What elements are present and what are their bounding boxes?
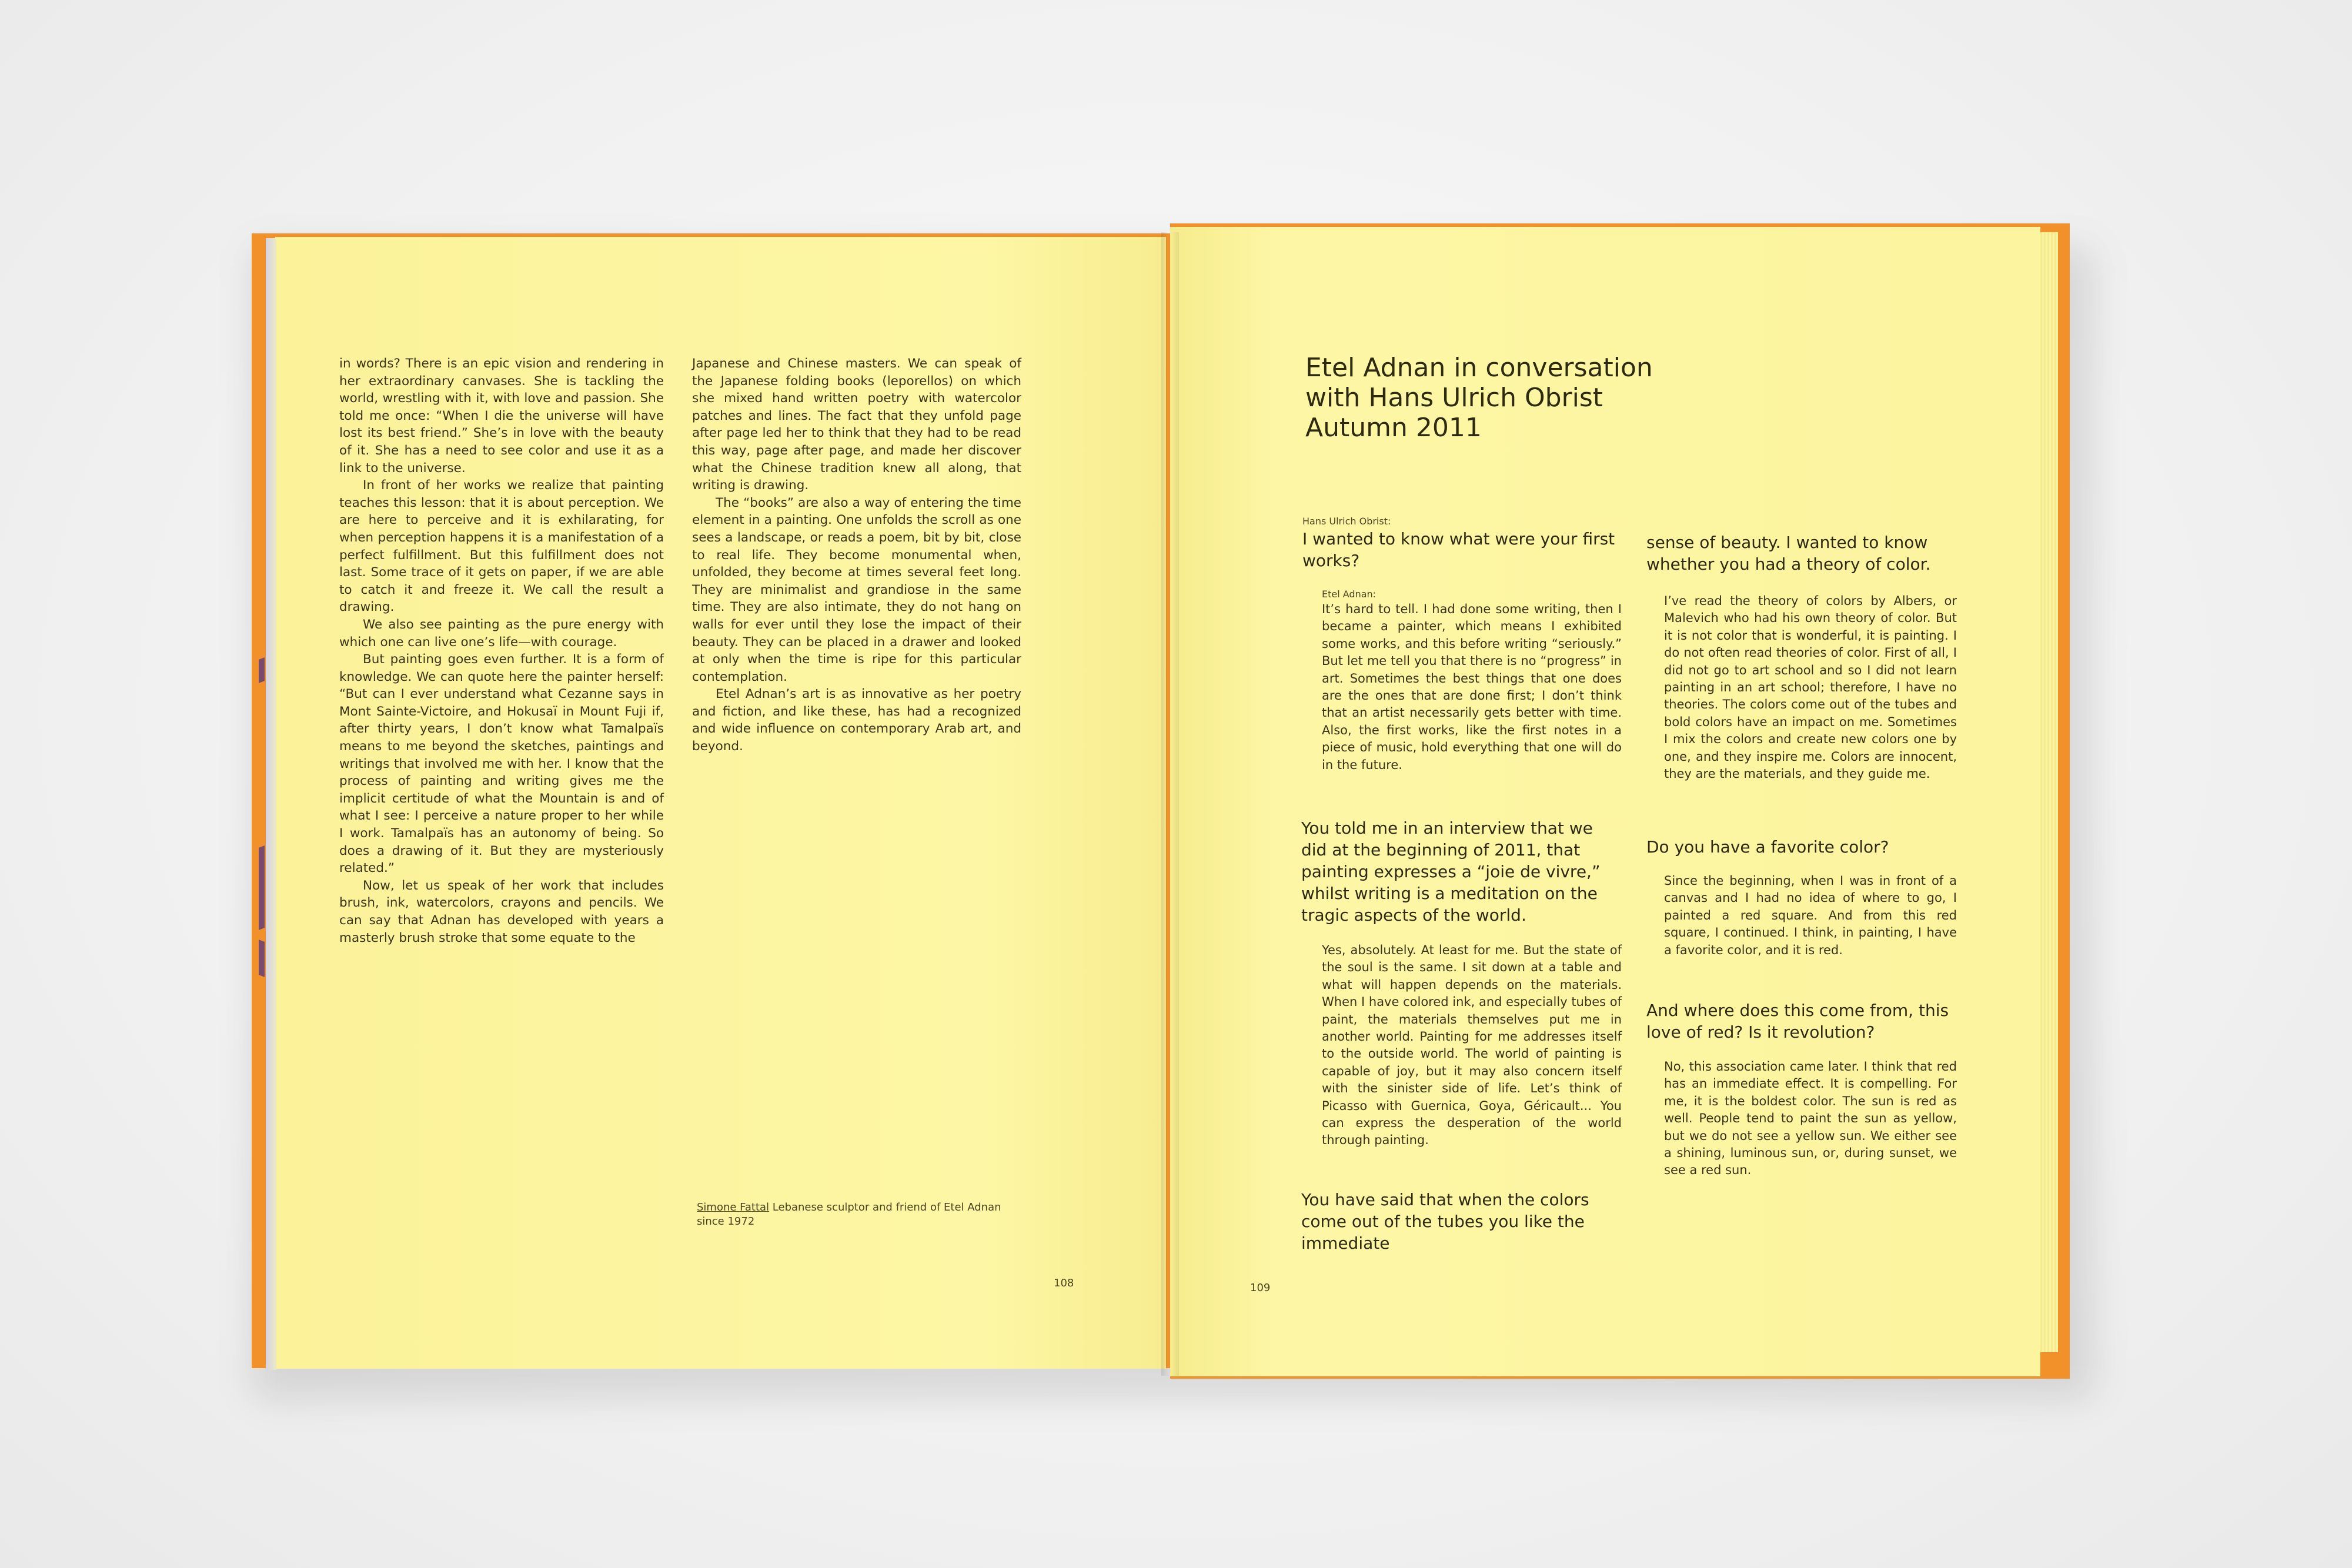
speaker-label: Hans Ulrich Obrist:: [1302, 516, 1391, 527]
question: You have said that when the colors come out of the tubes you like the immediate: [1301, 1190, 1589, 1253]
left-column-2: [692, 355, 1021, 755]
answer: It’s hard to tell. I had done some writing, then I became a painter, which means I exhibited some works, and this before writing “seriously.” But let me tell you that there is no “progress” in art. Sometimes the best things that one does are the ones that are done first; I don’t think that an artist necessarily gets better with time. Also, the first works, like the first notes in a piece of music, hold everything that one will do in the future.: [1322, 602, 1622, 772]
interview-q2: [1301, 817, 1623, 926]
question: And where does this come from, this love of red? Is it revolution?: [1646, 1001, 1949, 1042]
question: I wanted to know what were your first works?: [1302, 529, 1615, 570]
title-line: Etel Adnan in conversation: [1305, 353, 1653, 383]
edge-mark-2: [259, 845, 265, 930]
question: Do you have a favorite color?: [1646, 837, 1889, 857]
interview-a1: [1322, 588, 1622, 774]
answer: No, this association came later. I think that red has an immediate effect. It is compelling. For me, it is the boldest color. The sun is red as well. People tend to paint the sun as yellow, but we do not see a yellow sun. We either see a shining, luminous sun, or, during sunset, we see a red sun.: [1664, 1059, 1957, 1178]
interview-q3-continued: [1646, 531, 1958, 575]
left-column-1: [339, 355, 664, 947]
interview-q4: [1646, 836, 1958, 858]
interview-a4: [1664, 872, 1957, 959]
answer: I’ve read the theory of colors by Albers, or Malevich who had his own theory of color. But it is not color that is wonderful, it is painting. I do not often read theories of color. First of all, I did not go to art school and so I did not learn painting in an art school; therefore, I have no theories. The colors come out of the tubes and bold colors have an impact on me. Sometimes I mix the colors and create new colors one by one, and they inspire me. Colors are innocent, they are the materials, and they guide me.: [1664, 594, 1957, 781]
paragraph: In front of her works we realize that painting teaches this lesson: that it is about perception. We are here to perceive and it is exhilarating, for when perception happens it is a manifestation of a perfect fulfillment. But this fulfillment does not last. Some trace of it gets on paper, if we are able to catch it and freeze it. We call the result a drawing.: [339, 478, 664, 615]
paragraph: The “books” are also a way of entering the time element in a painting. One unfolds the scroll as one sees a landscape, or reads a poem, bit by bit, close to real life. They become monumental when, unfolded, they become at times several feet long. They are minimalist and grandiose in the same time. They are also intimate, they do not hang on walls for ever until they lose the impact of their beauty. They can be placed in a drawer and looked at only when the time is ripe for this particular contemplation.: [692, 495, 1021, 684]
interview-q5: [1646, 999, 1958, 1043]
paragraph: Now, let us speak of her work that includes brush, ink, watercolors, crayons and pencils. We can say that Adnan has developed with years a masterly brush stroke that some equate to the: [339, 878, 664, 945]
answer: Yes, absolutely. At least for me. But the state of the soul is the same. I sit down at a table and what will happen depends on the materials. When I have colored ink, and especially tubes of paint, the materials themselves put me in another world. Painting for me addresses itself to the outside world. The world of painting is capable of joy, but it may also concern itself with the sinister side of life. Let’s think of Picasso with Guernica, Goya, Géricault... You can express the desperation of the world through painting.: [1322, 943, 1622, 1148]
page-number-left: 108: [1054, 1277, 1074, 1289]
paragraph: We also see painting as the pure energy with which one can live one’s life—with courage.: [339, 617, 664, 650]
interview-q1: [1302, 515, 1623, 571]
page-number-right: 109: [1250, 1282, 1271, 1294]
title-line: Autumn 2011: [1305, 413, 1482, 443]
answer: Since the beginning, when I was in front of a canvas and I had no idea of where to go, I painted a red square. And from this red square, I continued. I think, in painting, I have a favorite color, and it is red.: [1664, 874, 1957, 957]
edge-mark-1: [259, 657, 265, 683]
question: You told me in an interview that we did at the beginning of 2011, that painting expresses a “joie de vivre,” whilst writing is a meditation on the tragic aspects of the world.: [1301, 818, 1601, 925]
title-line: with Hans Ulrich Obrist: [1305, 383, 1603, 413]
article-title: [1305, 353, 1776, 443]
footnote-author: Simone Fattal: [697, 1201, 770, 1213]
interview-a5: [1664, 1058, 1957, 1179]
paragraph: Japanese and Chinese masters. We can speak of the Japanese folding books (leporellos) on which she mixed hand written poetry with watercolor patches and lines. The fact that they unfold page after page led her to think that they had to be read this way, page after page, and made her discover what the Chinese tradition knew all along, that writing is drawing.: [692, 356, 1021, 493]
book-gutter: [1161, 232, 1179, 1376]
footnote-text: Lebanese sculptor and friend of Etel Adnan since 1972: [697, 1201, 1001, 1228]
interview-q3: [1301, 1189, 1623, 1254]
right-page-stack: [2040, 232, 2058, 1352]
question: sense of beauty. I wanted to know whether you had a theory of color.: [1646, 533, 1931, 574]
left-page-edge: [266, 238, 276, 1370]
edge-mark-3: [259, 940, 265, 977]
speaker-label: Etel Adnan:: [1322, 589, 1377, 600]
paragraph: Etel Adnan’s art is as innovative as her poetry and fiction, and like these, has had a recognized and wide influence on contemporary Arab art, and beyond.: [692, 687, 1021, 754]
interview-a2: [1322, 942, 1622, 1149]
paragraph: in words? There is an epic vision and rendering in her extraordinary canvases. She is tackling the world, wrestling with it, with love and passion. She told me once: “When I die the universe will have lost its best friend.” She’s in love with the beauty of it. She has a need to see color and use it as a link to the universe.: [339, 356, 664, 476]
interview-a3: [1664, 593, 1957, 783]
footnote: [697, 1201, 1026, 1229]
paragraph: But painting goes even further. It is a form of knowledge. We can quote here the painter herself: “But can I ever understand what Cezanne says in Mont Sainte-Victoire, and Hokusaï in Mount Fuji if, after thirty years, I don’t know what Tamalpaïs means to me beyond the sketches, paintings and writings that involved me with her. I know that the process of painting and writing gives me the implicit certitude of what the Mountain is and of what I see: I perceive a nature proper to her while I work. Tamalpaïs has an autonomy of being. So does a drawing of it. But they are mysteriously related.”: [339, 652, 664, 876]
